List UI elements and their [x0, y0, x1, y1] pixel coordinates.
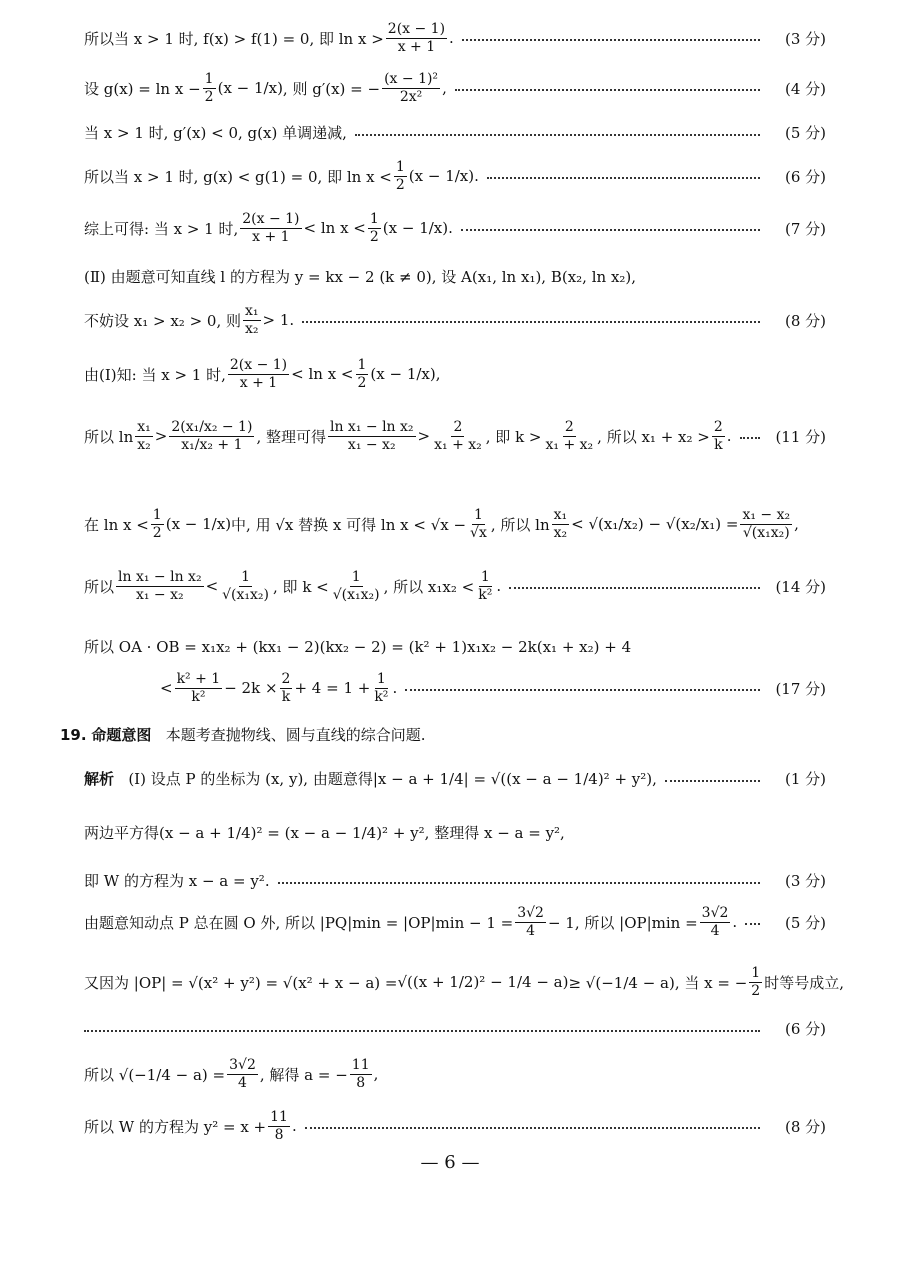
fraction: $\frac{2}{k}$ — [713, 419, 723, 453]
q19-line-3 — [84, 870, 826, 891]
line-text: 由题意知动点 P 总在圆 O 外, 所以 |PQ|min = |OP|min − 1 = — [84, 913, 514, 932]
fraction: $\frac{2(x - 1)}{x + 1}$ — [387, 21, 446, 55]
fraction: $\frac{1}{\text{k²}}$ — [374, 671, 389, 705]
q19-line-1 — [84, 768, 826, 789]
expression: (x − a + 1/4)² = (x − a − 1/4)² + y² — [159, 823, 425, 842]
line-text: 设 g(x) = ln x − — [84, 79, 201, 98]
line-text: 在 ln x < — [84, 515, 149, 534]
question-19-header — [60, 724, 826, 745]
score-label: (7 分) — [784, 219, 826, 238]
q19-line-8: 所以 W 的方程为 y² = x + $\frac{11}{8}$ . (8 分) — [84, 1109, 826, 1143]
q19-line-6 — [84, 1018, 826, 1039]
solution-line-11: 所以 $\frac{\text{ln x₁ − ln x₂}}{\text{x₁ − x₂}}$ < $\frac{1}{\text{√(x₁x₂)}}$ , 即 k < $\frac{1}{\text{√(x₁x₂)}}$ , 所以 x₁x₂ < $\frac{1}{\text{k²}}$ . (14 分) — [84, 569, 826, 603]
q19-line-2 — [84, 822, 826, 843]
score-label: (3 分) — [784, 29, 826, 48]
score-label: (11 分) — [775, 427, 826, 446]
fraction: $\frac{1}{2}$ — [369, 211, 379, 245]
fraction: $\frac{1}{√x}$ — [470, 507, 487, 541]
line-text: 所以 W 的方程为 y² = x + — [84, 1117, 267, 1136]
score-label: (3 分) — [784, 872, 826, 890]
line-text: (Ⅱ) 由题意可知直线 l 的方程为 y = kx − 2 (k ≠ 0), 设 A(x₁, ln x₁), B(x₂, ln x₂), — [84, 268, 637, 286]
line-text: , 所以 x₁x₂ < — [383, 577, 475, 596]
fraction: $\frac{\text{ln x₁ − ln x₂}}{\text{x₁ − x₂}}$ — [329, 419, 414, 453]
line-text: , 所以 ln — [490, 515, 550, 534]
leader-dots — [740, 437, 760, 439]
leader-dots — [461, 229, 760, 231]
fraction: $\frac{3√2}{4}$ — [229, 1057, 256, 1091]
expression: < ln x < — [291, 365, 354, 384]
fraction: $\frac{1}{\text{√(x₁x₂)}}$ — [332, 569, 380, 603]
line-text: 两边平方得 — [84, 824, 160, 842]
expression: (x − 1/x) — [217, 79, 283, 98]
score-label: (6 分) — [784, 1020, 826, 1038]
fraction: $\frac{1}{2}$ — [357, 357, 367, 391]
line-text: − 1, 所以 |OP|min = — [547, 913, 698, 932]
line-text: (Ⅰ) 设点 P 的坐标为 (x, y), 由题意得 — [128, 770, 373, 788]
solution-line-5: 综上可得: 当 x > 1 时, $\frac{2(x - 1)}{x + 1}$ < ln x < $\frac{1}{2}$ (x − 1/x) . (7 分) — [84, 211, 826, 245]
fraction: $\frac{\text{x₁ − x₂}}{\text{√(x₁x₂)}}$ — [742, 507, 791, 541]
fraction-complex: $\frac{\text{2(x₁/x₂ − 1)}}{\text{x₁/x₂ + 1}}$ — [171, 419, 253, 453]
q19-line-4: 由题意知动点 P 总在圆 O 外, 所以 |PQ|min = |OP|min − 1 = $\frac{3√2}{4}$ − 1, 所以 |OP|min = $\frac{3√2}{4}$ . (5 分) — [84, 905, 826, 939]
solution-line-6 — [84, 266, 826, 287]
line-text: 所以 ln — [84, 427, 134, 446]
leader-dots — [509, 587, 760, 589]
line-text: 由(Ⅰ)知: 当 x > 1 时, — [84, 365, 226, 384]
line-text: 即 W 的方程为 x − a = y². — [84, 872, 270, 890]
intent-text: 本题考查抛物线、圆与直线的综合问题. — [165, 726, 426, 744]
fraction: $\frac{2(x - 1)}{x + 1}$ — [229, 357, 288, 391]
fraction: $\frac{\text{x₁}}{\text{x₂}}$ — [137, 419, 151, 453]
solution-line-4: 所以当 x > 1 时, g(x) < g(1) = 0, 即 ln x < $\frac{1}{2}$ (x − 1/x) . (6 分) — [84, 159, 826, 193]
expression: |x − a + 1/4| = √((x − a − 1/4)² + y²), — [372, 769, 657, 788]
fraction: $\frac{2}{\text{x₁ + x₂}}$ — [545, 419, 594, 453]
expression: < ln x < — [303, 219, 366, 238]
solution-line-7 — [84, 304, 826, 336]
score-label: (1 分) — [784, 770, 826, 788]
line-text: 又因为 |OP| = √(x² + y²) = √(x² + x − a) = — [84, 973, 398, 992]
line-text: , 整理可得 — [256, 427, 326, 446]
score-label: (5 分) — [784, 124, 826, 142]
fraction: $\frac{2}{\text{x₁ + x₂}}$ — [434, 419, 482, 453]
score-label: (4 分) — [784, 79, 826, 98]
score-label: (5 分) — [784, 913, 826, 932]
fraction: $\frac{11}{8}$ — [270, 1109, 288, 1143]
expression: (x − 1/x) — [370, 365, 436, 384]
line-text: 所以当 x > 1 时, g(x) < g(1) = 0, 即 ln x < — [84, 167, 392, 186]
fraction: $\frac{2(x - 1)}{x + 1}$ — [242, 211, 300, 245]
score-label: (8 分) — [784, 1117, 826, 1136]
analysis-label: 解析 — [84, 770, 115, 788]
fraction: $\frac{3√2}{4}$ — [701, 905, 729, 939]
fraction: $\frac{\text{x₁}}{\text{x₂}}$ — [245, 303, 259, 337]
score-label: (8 分) — [784, 311, 826, 330]
line-text: < — [160, 679, 173, 698]
question-number: 19. — [60, 725, 87, 744]
line-text: 所以 — [84, 577, 115, 596]
leader-dots — [455, 89, 760, 91]
line-text: , 整理得 x − a = y², — [424, 824, 565, 842]
line-text: 时等号成立, — [764, 973, 844, 992]
leader-dots — [462, 39, 760, 41]
solution-line-9: 所以 ln $\frac{\text{x₁}}{\text{x₂}}$ > $\frac{\text{2(x₁/x₂ − 1)}}{\text{x₁/x₂ + 1}}$ , 整理可得 $\frac{\text{ln x₁ − ln x₂}}{\text{x₁ − x₂}}$ > $\frac{2}{\text{x₁ + x₂}}$ , 即 k > $\frac{2}{\text{x₁ + x₂}}$ , 所以 x₁ + x₂ > $\frac{2}{k}$ . (11 分) — [84, 419, 826, 453]
line-text: 中, 用 √x 替换 x 可得 ln x < √x − — [231, 515, 467, 534]
line-text: , 即 k < — [273, 577, 329, 596]
expression: (x − 1/x) — [165, 515, 232, 534]
fraction: $\frac{1}{2}$ — [751, 965, 761, 999]
leader-dots — [84, 1030, 760, 1032]
expression: < √(x₁/x₂) − √(x₂/x₁) = — [571, 515, 739, 534]
solution-line-10: 在 ln x < $\frac{1}{2}$ (x − 1/x) 中, 用 √x 替换 x 可得 ln x < √x − $\frac{1}{√x}$ , 所以 ln $\frac{\text{x₁}}{\text{x₂}}$ < √(x₁/x₂) − √(x₂/x₁) = $\frac{\text{x₁ − x₂}}{\text{√(x₁x₂)}}$ , — [84, 507, 799, 541]
line-text: , 则 g′(x) = − — [282, 79, 381, 98]
fraction: $\frac{1}{2}$ — [395, 159, 405, 193]
expression: (x − 1/x) — [408, 167, 475, 186]
solution-line-1: 所以当 x > 1 时, f(x) > f(1) = 0, 即 ln x > $\frac{2(x - 1)}{x + 1}$ . (3 分) — [84, 21, 826, 55]
line-text: , 即 k > — [485, 427, 542, 446]
leader-dots — [278, 882, 760, 884]
fraction: $\frac{11}{8}$ — [351, 1057, 370, 1091]
solution-line-2: 设 g(x) = ln x − $\frac{1}{2}$ (x − 1/x) , 则 g′(x) = − $\frac{\text{(x − 1)²}}{\text{2x²}}$ , (4 分) — [84, 71, 826, 105]
fraction: $\frac{1}{\text{√(x₁x₂)}}$ — [222, 569, 270, 603]
leader-dots — [355, 134, 760, 136]
leader-dots — [305, 1127, 760, 1129]
line-text: > 1. — [262, 311, 295, 330]
fraction: $\frac{1}{2}$ — [204, 71, 214, 105]
score-label: (14 分) — [775, 577, 826, 596]
line-text: 综上可得: 当 x > 1 时, — [84, 219, 239, 238]
page-number: — 6 — — [420, 1152, 480, 1173]
fraction: $\frac{\text{ln x₁ − ln x₂}}{\text{x₁ − x₂}}$ — [118, 569, 202, 603]
expression: √((x + 1/2)² − 1/4 − a) — [397, 973, 569, 992]
q19-line-7: 所以 √(−1/4 − a) = $\frac{3√2}{4}$ , 解得 a = − $\frac{11}{8}$ , — [84, 1057, 379, 1091]
solution-line-12 — [84, 636, 826, 657]
score-label: (17 分) — [775, 679, 826, 698]
leader-dots — [665, 780, 760, 782]
leader-dots — [302, 321, 760, 323]
line-text: 当 x > 1 时, g′(x) < 0, g(x) 单调递减, — [84, 124, 347, 142]
intent-label: 命题意图 — [91, 726, 152, 744]
line-text: 所以 √(−1/4 − a) = — [84, 1065, 226, 1084]
line-text: + 4 = 1 + — [294, 679, 371, 698]
leader-dots — [405, 689, 760, 691]
fraction: $\frac{1}{2}$ — [152, 507, 162, 541]
leader-dots — [487, 177, 760, 179]
fraction: $\frac{3√2}{4}$ — [517, 905, 544, 939]
q19-line-5 — [84, 965, 844, 999]
solution-line-8: 由(Ⅰ)知: 当 x > 1 时, $\frac{2(x - 1)}{x + 1}$ < ln x < $\frac{1}{2}$ (x − 1/x) , — [84, 357, 441, 391]
expression: (x − 1/x) — [382, 219, 449, 238]
solution-line-3 — [84, 122, 826, 143]
fraction: $\frac{\text{x₁}}{\text{x₂}}$ — [553, 507, 568, 541]
fraction: $\frac{2}{k}$ — [281, 671, 291, 705]
solution-line-13: < $\frac{\text{k² + 1}}{\text{k²}}$ − 2k × $\frac{2}{k}$ + 4 = 1 + $\frac{1}{\text{k²}}$ . (17 分) — [160, 671, 826, 705]
line-text: − 2k × — [224, 679, 278, 698]
fraction: $\frac{1}{\text{k²}}$ — [478, 569, 493, 603]
line-text: , 所以 x₁ + x₂ > — [597, 427, 710, 446]
fraction: $\frac{\text{(x − 1)²}}{\text{2x²}}$ — [384, 71, 439, 105]
line-text: ≥ √(−1/4 − a), 当 x = − — [568, 973, 748, 992]
leader-dots — [745, 923, 760, 925]
line-text: 所以当 x > 1 时, f(x) > f(1) = 0, 即 ln x > — [84, 29, 384, 48]
line-text: 所以 OA · OB = x₁x₂ + (kx₁ − 2)(kx₂ − 2) = (k² + 1)x₁x₂ − 2k(x₁ + x₂) + 4 — [84, 638, 632, 656]
fraction: $\frac{\text{k² + 1}}{\text{k²}}$ — [176, 671, 221, 705]
line-text: 不妨设 x₁ > x₂ > 0, 则 — [84, 311, 242, 330]
line-text: , 解得 a = − — [259, 1065, 348, 1084]
score-label: (6 分) — [784, 167, 826, 186]
